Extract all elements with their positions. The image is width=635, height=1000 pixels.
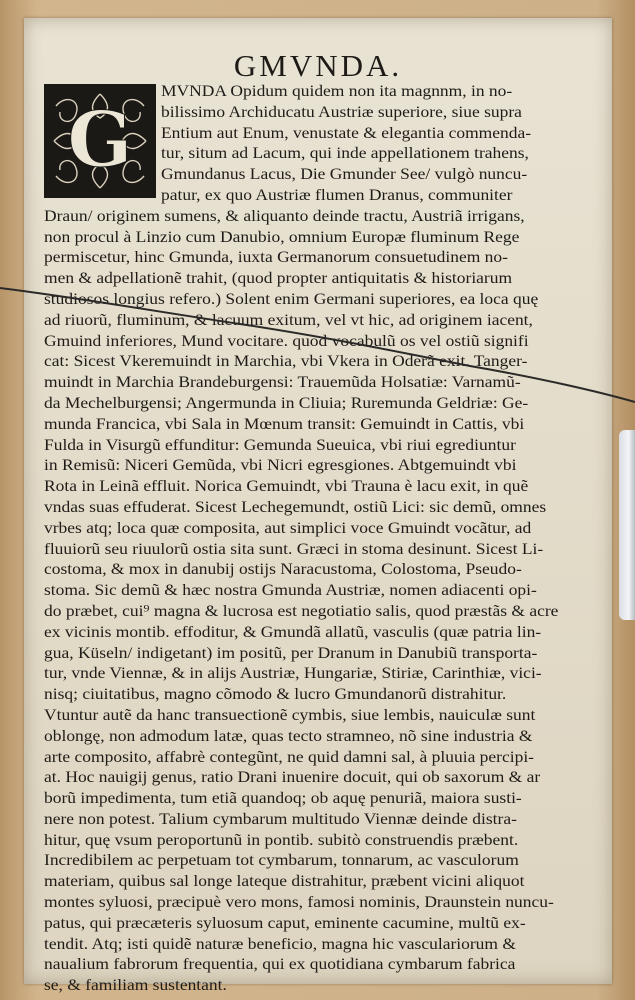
text-line: [44, 415, 600, 436]
text-line: [44, 810, 600, 831]
text-line-content: MVNDA Opidum quidem non ita magnnm, in no-: [161, 83, 513, 100]
text-line: [44, 352, 600, 373]
text-line-content: muindt in Marchia Brandeburgensi: Trauemũda Holsatiæ: Varnamũ-: [44, 374, 521, 392]
text-line: [44, 228, 600, 249]
text-line-content: fluuiorũ seu riuulorũ ostia sita sunt. Græci in stoma desinunt. Sicest Li-: [44, 540, 544, 558]
text-line: [44, 124, 600, 145]
text-line-content: hitur, quę vsum peroportunũ in pontib. subitò construendis præbent.: [44, 831, 519, 849]
text-line-content: arte composito, affabrè contegũnt, ne quid damni sal, à pluuia percipi-: [44, 748, 534, 766]
text-line-content: oblongę, non admodum latæ, quas tecto stramneo, nõ sine industria &: [44, 727, 533, 745]
text-line: [44, 935, 600, 956]
text-line: [44, 248, 600, 269]
text-line-content: Incredibilem ac perpetuam tot cymbarum, tonnarum, ac vasculorum: [44, 852, 519, 870]
text-line-content: tur, vnde Viennæ, & in alijs Austriæ, Hungariæ, Stiriæ, Carinthiæ, vici-: [44, 665, 542, 683]
text-line-content: men & adpellationẽ trahit, (quod propter antiquitatis & historiarum: [44, 270, 513, 288]
text-line: [44, 144, 600, 165]
text-line-content: in Remisũ: Niceri Gemũda, vbi Nicri egresgiones. Abtgemuindt vbi: [44, 457, 517, 475]
text-line-content: studiosos longius refero.) Solent enim Germani superiores, ea loca quę: [44, 290, 539, 308]
text-line: [44, 82, 600, 103]
text-line-content: gua, Küseln/ indigetant) im positũ, per Dranum in Danubiũ transporta-: [44, 644, 538, 662]
text-line-content: da Mechelburgensi; Angermunda in Cliuia; Ruremunda Geldriæ: Ge-: [44, 394, 529, 412]
text-line-content: stoma. Sic demũ & hæc nostra Gmunda Austriæ, nomen adiacenti opi-: [44, 582, 537, 600]
text-line: [44, 768, 600, 789]
text-line-content: non procul à Linzio cum Danubio, omnium Europæ fluminum Rege: [44, 228, 520, 246]
text-line: [44, 498, 600, 519]
text-line-content: patus, qui præcæteris syluosum caput, eminente cacumine, multũ ex-: [44, 914, 526, 932]
text-line: [44, 269, 600, 290]
text-line: [44, 103, 600, 124]
text-line: [44, 186, 600, 207]
text-line: [44, 789, 600, 810]
text-line-content: permiscetur, hinc Gmunda, iuxta Germanorum consuetudinem no-: [44, 249, 508, 267]
text-line: [44, 851, 600, 872]
text-line: [44, 727, 600, 748]
initial-letter: G: [67, 95, 133, 184]
text-line-content: cat: Sicest Vkeremuindt in Marchia, vbi Vkera in Oderã exit. Tanger-: [44, 353, 528, 371]
text-line: [44, 207, 600, 228]
text-line-content: tur, situm ad Lacum, qui inde appellationem trahens,: [161, 145, 529, 163]
text-line-content: patur, ex quo Austriæ flumen Dranus, communiter: [161, 186, 513, 204]
text-line: [44, 456, 600, 477]
text-line: [44, 165, 600, 186]
text-line-content: vrbes atq; loca quæ composita, aut simplici voce Gmuindt vocãtur, ad: [44, 519, 532, 537]
text-line: [44, 477, 600, 498]
text-line-content: Vtuntur autẽ da hanc transuectionẽ cymbis, siue lembis, nauiculæ sunt: [44, 706, 536, 724]
text-line-content: nisq; ciuitatibus, magno cõmodo & lucro Gmundanorũ distrahitur.: [44, 686, 507, 704]
text-line: [44, 644, 600, 665]
text-line-content: se, & familiam sustentant.: [44, 977, 227, 995]
text-line: [44, 685, 600, 706]
text-line: [44, 623, 600, 644]
text-line-content: materiam, quibus sal longe lateque distrahitur, præbent vicini aliquot: [44, 873, 525, 891]
text-line: [44, 914, 600, 935]
text-line: [44, 893, 600, 914]
text-line-content: borũ impedimenta, tum etiã quandoq; ob aquę penuriã, maiora susti-: [44, 790, 522, 808]
text-line-content: Fulda in Visurgũ effunditur: Gemunda Sueuica, vbi riui egrediuntur: [44, 436, 516, 454]
frame-clip: [619, 430, 635, 620]
text-line: [44, 560, 600, 581]
text-line: [44, 664, 600, 685]
text-line: [44, 540, 600, 561]
text-line: [44, 831, 600, 852]
text-line: [44, 436, 600, 457]
text-line: [44, 332, 600, 353]
text-line-content: vndas suas effuderat. Sicest Lechegemundt, ostiũ Lici: sic demũ, omnes: [44, 498, 547, 516]
text-line: [44, 373, 600, 394]
text-line-content: Rota in Leinã effluit. Norica Gemuindt, vbi Trauna è lacu exit, in quẽ: [44, 478, 529, 496]
text-line: [44, 311, 600, 332]
text-line-content: nere non potest. Talium cymbarum multitudo Viennæ deinde distra-: [44, 810, 517, 828]
text-line: [44, 290, 600, 311]
text-line-content: Entium aut Enum, venustate & elegantia commenda-: [161, 124, 532, 142]
body-text: [44, 82, 600, 997]
text-line: [44, 706, 600, 727]
text-line-content: do præbet, cui⁹ magna & lucrosa est negotiatio salis, quod præstãs & acre: [44, 602, 559, 620]
text-line-content: bilissimo Archiducatu Austriæ superiore, siue supra: [161, 103, 522, 121]
printed-page: [24, 18, 612, 995]
text-line-content: montes syluosi, præcipuè vero mons, famosi nominis, Draunstein nuncu-: [44, 894, 554, 912]
text-line-content: Draun/ originem sumens, & aliquanto deinde tractu, Austriã irrigans,: [44, 207, 525, 225]
text-line: [44, 872, 600, 893]
page-title: GMVNDA.: [233, 48, 403, 83]
text-line-content: tendit. Atq; isti quidẽ naturæ beneficio, magna hic vasculariorum &: [44, 935, 516, 953]
text-line-content: costoma, & mox in danubij ostijs Naracustoma, Colostoma, Pseudo-: [44, 561, 522, 579]
text-line: [44, 748, 600, 769]
text-line-content: munda Francica, vbi Sala in Mœnum transit: Gemuindt in Cattis, vbi: [44, 415, 525, 433]
text-line-content: ad riuorũ, fluminum, & lacuum exitum, vel vt hic, ad originem iacent,: [44, 311, 533, 329]
text-line-content: Gmuind inferiores, Mund vocitare. quod vocabulũ os vel ostiũ signifi: [44, 332, 529, 350]
text-line: [44, 581, 600, 602]
text-line: [44, 519, 600, 540]
text-line: [44, 394, 600, 415]
text-line-content: ex vicinis montib. effoditur, & Gmundã allatũ, vasculis (quæ patria lin-: [44, 623, 542, 641]
text-line-content: naualium fabrorum frequentia, qui ex quotidiana cymbarum fabrica: [44, 956, 516, 974]
text-line: [44, 976, 600, 997]
text-line: [44, 602, 600, 623]
text-line-content: at. Hoc nauigij genus, ratio Drani inuenire docuit, qui ob saxorum & ar: [44, 769, 541, 787]
text-line-content: Gmundanus Lacus, Die Gmunder See/ vulgò nuncu-: [161, 166, 528, 184]
text-line: [44, 955, 600, 976]
